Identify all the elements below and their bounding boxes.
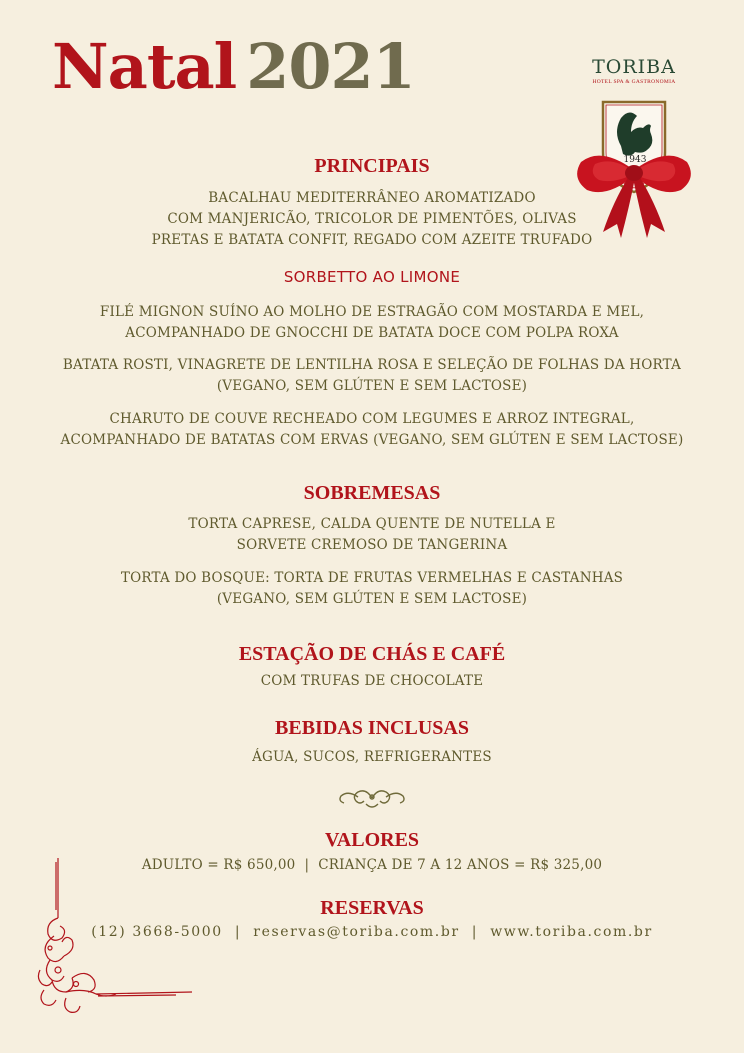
- title-word: Natal: [52, 30, 237, 103]
- section-heading-estacao: ESTAÇÃO DE CHÁS E CAFÉ: [238, 643, 506, 665]
- section-heading-principais: PRINCIPAIS: [314, 155, 430, 177]
- text-line: FILÉ MIGNON SUÍNO AO MOLHO DE ESTRAGÃO COM MOSTARDA E MEL,: [99, 304, 645, 320]
- main-dish-2: [0, 355, 744, 397]
- text-line: BATATA ROSTI, VINAGRETE DE LENTILHA ROSA E SELEÇÃO DE FOLHAS DA HORTA: [62, 357, 682, 373]
- text-line: BACALHAU MEDITERRÂNEO AROMATIZADO: [208, 190, 536, 206]
- main-dish-3: [0, 409, 744, 451]
- text-line: COM MANJERICÃO, TRICOLOR DE PIMENTÕES, OLIVAS: [167, 211, 577, 227]
- text-line: PRETAS E BATATA CONFIT, REGADO COM AZEITE TRUFADO: [151, 232, 593, 248]
- section-heading-sobremesas: SOBREMESAS: [303, 482, 441, 504]
- starter-description: [0, 188, 744, 251]
- text-line: ACOMPANHADO DE GNOCCHI DE BATATA DOCE COM POLPA ROXA: [125, 325, 619, 341]
- text-line: (VEGANO, SEM GLÚTEN E SEM LACTOSE): [216, 591, 528, 607]
- text-line: (VEGANO, SEM GLÚTEN E SEM LACTOSE): [216, 378, 528, 394]
- text-line: TORTA DO BOSQUE: TORTA DE FRUTAS VERMELHAS E CASTANHAS: [120, 570, 624, 586]
- text-line: ACOMPANHADO DE BATATAS COM ERVAS (VEGANO, SEM GLÚTEN E SEM LACTOSE): [60, 432, 684, 448]
- section-heading-bebidas: BEBIDAS INCLUSAS: [275, 717, 469, 739]
- sorbetto-item: SORBETTO AO LIMONE: [283, 268, 461, 286]
- dessert-2: [0, 568, 744, 610]
- text-line: CHARUTO DE COUVE RECHEADO COM LEGUMES E ARROZ INTEGRAL,: [109, 411, 635, 427]
- text-line: TORTA CAPRESE, CALDA QUENTE DE NUTELLA E: [188, 516, 556, 532]
- contact-info: (12) 3668-5000 | reservas@toriba.com.br | www.toriba.com.br: [91, 924, 653, 940]
- title-year: 2021: [246, 30, 415, 103]
- main-dish-1: [0, 302, 744, 344]
- estacao-text: COM TRUFAS DE CHOCOLATE: [260, 673, 484, 689]
- crest-year: 1943: [623, 155, 647, 165]
- valores-text: ADULTO = R$ 650,00 | CRIANÇA DE 7 A 12 ANOS = R$ 325,00: [141, 857, 603, 873]
- section-heading-reservas: RESERVAS: [320, 897, 424, 919]
- section-heading-valores: VALORES: [324, 829, 420, 851]
- text-line: SORVETE CREMOSO DE TANGERINA: [236, 537, 508, 553]
- ornament-divider-icon: [336, 784, 408, 812]
- bebidas-text: ÁGUA, SUCOS, REFRIGERANTES: [252, 749, 492, 765]
- flourish-corner-icon: [36, 858, 192, 1018]
- brand-subtitle: HOTEL SPA & GASTRONOMIA: [592, 79, 676, 85]
- brand-name: TORIBA: [592, 56, 676, 78]
- dessert-1: [0, 514, 744, 556]
